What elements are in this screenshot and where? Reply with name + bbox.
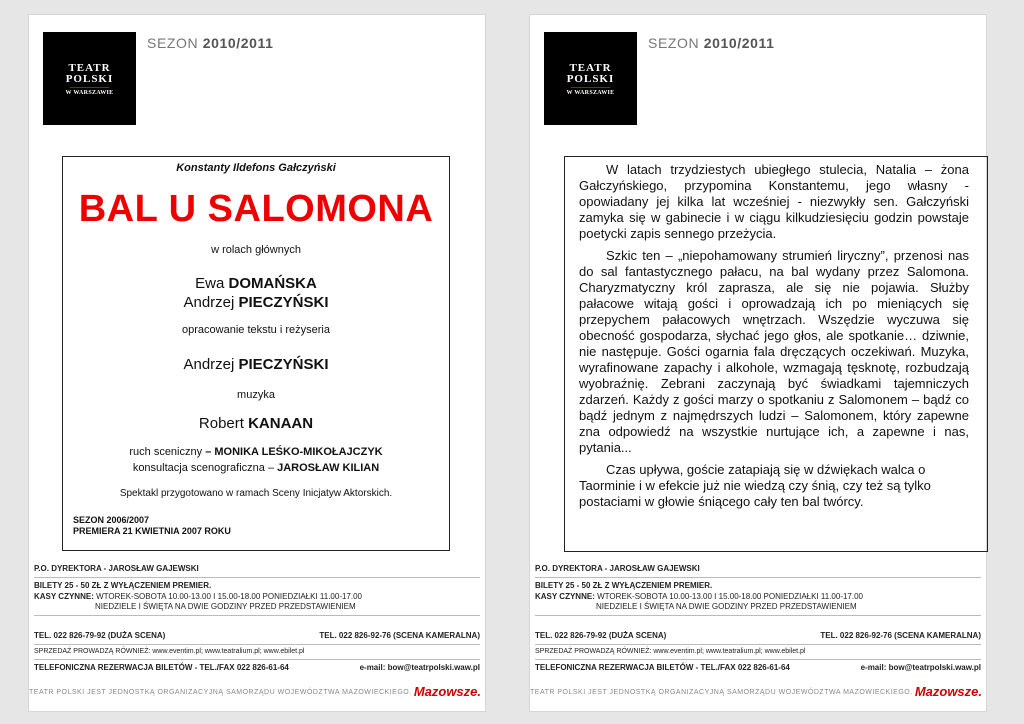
actor-2-first: Andrzej xyxy=(183,294,235,311)
author: Konstanty Ildefons Gałczyński xyxy=(176,162,336,174)
footer-director: P.O. DYREKTORA - JAROSŁAW GAJEWSKI xyxy=(34,564,199,573)
footer-director: P.O. DYREKTORA - JAROSŁAW GAJEWSKI xyxy=(535,564,700,573)
actor-1 xyxy=(63,275,449,292)
box-office-hours-2: NIEDZIELE I ŚWIĘTA NA DWIE GODZINY PRZED PRZEDSTAWIENIEM xyxy=(596,602,857,611)
cast-box xyxy=(62,156,450,551)
footer-tickets: BILETY 25 - 50 ZŁ Z WYŁĄCZENIEM PREMIER. xyxy=(34,581,212,590)
composer-first: Robert xyxy=(198,415,244,432)
footer-box-office xyxy=(34,592,362,601)
sales-note: SPRZEDAŻ PROWADZĄ RÓWNIEŻ: www.eventim.pl; www.teatralium.pl; www.ebilet.pl xyxy=(34,648,305,655)
mazowsze-logo: Mazowsze. xyxy=(914,684,982,699)
scenography-name: JAROSŁAW KILIAN xyxy=(277,462,380,474)
left-page xyxy=(28,14,486,712)
email: e-mail: bow@teatrpolski.waw.pl xyxy=(359,663,480,672)
mazowsze-logo: Mazowsze. xyxy=(413,684,481,699)
teatr-polski-logo xyxy=(43,32,136,125)
direction-heading: opracowanie tekstu i reżyseria xyxy=(182,324,330,336)
director xyxy=(63,356,449,373)
roles-heading: w rolach głównych xyxy=(211,244,301,256)
footer-divider xyxy=(34,615,480,616)
director-last: PIECZYŃSKI xyxy=(238,356,329,373)
phone-booking: TELEFONICZNA REZERWACJA BILETÓW - TEL./FAX 022 826-61-64 xyxy=(34,663,289,672)
play-title: BAL U SALOMONA xyxy=(78,188,434,230)
phone-booking: TELEFONICZNA REZERWACJA BILETÓW - TEL./FAX 022 826-61-64 xyxy=(535,663,790,672)
production-note: Spektakl przygotowano w ramach Sceny Inicjatyw Aktorskich. xyxy=(119,488,393,499)
logo-line-3: W WARSZAWIE xyxy=(566,90,615,96)
logo-line-1: TEATR xyxy=(68,62,111,74)
season-prefix: SEZON xyxy=(147,35,199,51)
logo-line-3: W WARSZAWIE xyxy=(65,90,114,96)
right-page xyxy=(529,14,987,712)
season-prefix: SEZON xyxy=(648,35,700,51)
sales-note: SPRZEDAŻ PROWADZĄ RÓWNIEŻ: www.eventim.pl; www.teatralium.pl; www.ebilet.pl xyxy=(535,648,806,655)
logo-line-1: TEATR xyxy=(569,62,612,74)
actor-1-last: DOMAŃSKA xyxy=(228,275,317,292)
footer-divider xyxy=(535,577,981,578)
tel-chamber: TEL. 022 826-92-76 (SCENA KAMERALNA) xyxy=(319,631,480,640)
actor-2-last: PIECZYŃSKI xyxy=(238,294,329,311)
director-first: Andrzej xyxy=(183,356,235,373)
tel-main: TEL. 022 826-79-92 (DUŻA SCENA) xyxy=(535,631,667,640)
box-office-hours: WTOREK-SOBOTA 10.00-13.00 I 15.00-18.00 PONIEDZIAŁKI 11.00-17.00 xyxy=(96,592,363,601)
synopsis-box xyxy=(564,156,988,552)
premiere-line: PREMIERA 21 KWIETNIA 2007 ROKU xyxy=(73,526,231,536)
footer-divider xyxy=(34,659,480,660)
logo-line-2: POLSKI xyxy=(65,73,114,85)
actor-2 xyxy=(63,294,449,311)
composer xyxy=(63,415,449,432)
box-office-hours: WTOREK-SOBOTA 10.00-13.00 I 15.00-18.00 PONIEDZIAŁKI 11.00-17.00 xyxy=(597,592,864,601)
synopsis-text xyxy=(579,162,969,516)
movement-credit xyxy=(63,446,449,458)
bottom-note: TEATR POLSKI JEST JEDNOSTKĄ ORGANIZACYJNĄ SAMORZĄDU WOJEWÓDZTWA MAZOWIECKIEGO. xyxy=(530,689,913,696)
season-line: SEZON 2006/2007 xyxy=(73,515,150,525)
synopsis-paragraph: Szkic ten – „niepohamowany strumień liryczny”, przenosi nas do sal fantastycznego pałacu, na bal wydany przez Salomona. Charyzmatyczny król zaprasza, ale się nie pojawia. Służby pałacowe witają gości i oprowadzają ich po mieniących się przepychem pałacowych wnętrzach. Wszędzie wyczuwa się obecność gospodarza, słychać jego głos, ale spotkanie… dziwnie, nie następuje. Gości ogarnia fala dręczących oczekiwań. Muzyka, wyrafinowane zapachy i alkohole, wzmagają tęsknotę, rozbudzają wyobraźnię. Zebrani zaczynają być świadkami tajemniczych zdarzeń. Każdy z gości marzy o spotkaniu z Salomonem – bądź co bądź jednym z najmędrszych ludzi – Salomonem, który zapewne zna odpowiedź na wszystkie nurtujące ich, a zapewne i nas, pytania... xyxy=(579,248,969,455)
footer-divider xyxy=(535,615,981,616)
music-heading: muzyka xyxy=(237,389,275,401)
teatr-polski-logo xyxy=(544,32,637,125)
footer-divider xyxy=(34,644,480,645)
actor-1-first: Ewa xyxy=(195,275,225,292)
scenography-credit xyxy=(63,462,449,474)
movement-name: – MONIKA LEŚKO-MIKOŁAJCZYK xyxy=(205,446,383,458)
synopsis-paragraph: W latach trzydziestych ubiegłego stulecia, Natalia – żona Gałczyńskiego, przypomina Konstantemu, jego własny - opowiadany jej kilka lat wcześniej - niezwykły sen. Gałczyński zamyka się w gabinecie i w ciągu kilkudziesięciu godzin powstaje poetycki zapis sennego przeżycia. xyxy=(579,162,969,241)
box-office-label: KASY CZYNNE: xyxy=(34,592,94,601)
logo-rule xyxy=(571,87,610,88)
synopsis-paragraph: Czas upływa, goście zatapiają się w dźwiękach walca o Taorminie i w efekcie już nie wiedzą czy śnią, czy też są tylko postaciami w głowie śniącego cały ten bal twórcy. xyxy=(579,462,931,509)
movement-label: ruch sceniczny xyxy=(129,446,203,458)
box-office-label: KASY CZYNNE: xyxy=(535,592,595,601)
logo-line-2: POLSKI xyxy=(566,73,615,85)
box-office-hours-2: NIEDZIELE I ŚWIĘTA NA DWIE GODZINY PRZED PRZEDSTAWIENIEM xyxy=(95,602,356,611)
footer-tickets: BILETY 25 - 50 ZŁ Z WYŁĄCZENIEM PREMIER. xyxy=(535,581,713,590)
footer-divider xyxy=(34,577,480,578)
footer-divider xyxy=(535,659,981,660)
composer-last: KANAAN xyxy=(248,415,314,432)
season-heading xyxy=(147,35,274,51)
scenography-label: konsultacja scenograficzna – xyxy=(132,462,275,474)
bottom-note: TEATR POLSKI JEST JEDNOSTKĄ ORGANIZACYJNĄ SAMORZĄDU WOJEWÓDZTWA MAZOWIECKIEGO. xyxy=(29,689,412,696)
footer-box-office xyxy=(535,592,863,601)
tel-main: TEL. 022 826-79-92 (DUŻA SCENA) xyxy=(34,631,166,640)
logo-rule xyxy=(70,87,109,88)
tel-chamber: TEL. 022 826-92-76 (SCENA KAMERALNA) xyxy=(820,631,981,640)
season-heading xyxy=(648,35,775,51)
footer-divider xyxy=(535,644,981,645)
email: e-mail: bow@teatrpolski.waw.pl xyxy=(860,663,981,672)
season-years: 2010/2011 xyxy=(202,35,274,51)
season-years: 2010/2011 xyxy=(703,35,775,51)
